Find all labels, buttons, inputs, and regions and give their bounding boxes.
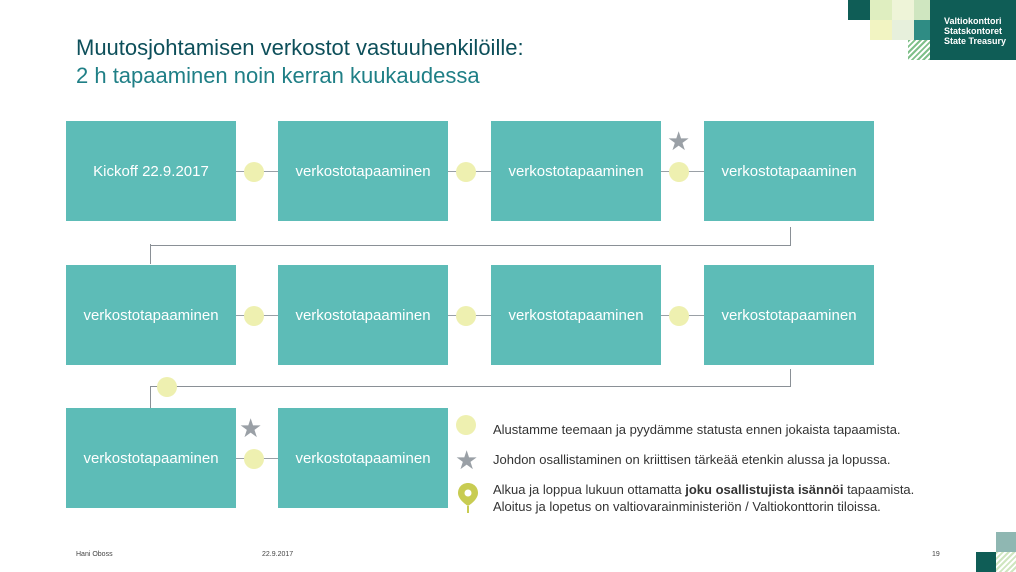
timeline-box: verkostotapaaminen xyxy=(491,121,661,221)
timeline-box: verkostotapaaminen xyxy=(704,121,874,221)
row-connector xyxy=(150,244,151,264)
connector-dot xyxy=(669,306,689,326)
deco-square xyxy=(976,552,996,572)
legend-text-3-bold: joku osallistujista isännöi xyxy=(685,482,844,497)
deco-square xyxy=(870,0,892,20)
deco-square xyxy=(914,20,930,40)
timeline-box: verkostotapaaminen xyxy=(66,408,236,508)
brand-logo xyxy=(930,0,1016,60)
connector-dot xyxy=(669,162,689,182)
timeline-box: verkostotapaaminen xyxy=(66,265,236,365)
deco-square xyxy=(870,20,892,40)
connector-dot xyxy=(157,377,177,397)
title-line-1: Muutosjohtamisen verkostot vastuuhenkilöille: xyxy=(76,35,524,60)
connector-dot xyxy=(244,449,264,469)
brand-line-3: State Treasury xyxy=(944,36,1007,46)
timeline-box: verkostotapaaminen xyxy=(491,265,661,365)
page-title xyxy=(76,34,524,90)
legend-text-2: Johdon osallistaminen on kriittisen tärkeää etenkin alussa ja lopussa. xyxy=(493,452,891,467)
legend-text-3-pre: Alkua ja loppua lukuun ottamatta xyxy=(493,482,686,497)
star-icon: ★ xyxy=(667,126,691,156)
brand-line-1: Valtiokonttori xyxy=(944,16,1002,26)
timeline-box: verkostotapaaminen xyxy=(278,121,448,221)
location-pin-icon xyxy=(457,482,479,519)
legend-text-3-line-2: Aloitus ja lopetus on valtiovarainministeriön / Valtiokonttorin tiloissa. xyxy=(493,499,881,514)
timeline-box: verkostotapaaminen xyxy=(704,265,874,365)
deco-square xyxy=(996,552,1016,572)
connector-dot xyxy=(244,306,264,326)
deco-square xyxy=(908,40,930,60)
row-connector xyxy=(150,386,151,408)
row-connector xyxy=(150,227,791,246)
deco-square xyxy=(914,0,930,20)
deco-square xyxy=(848,0,870,20)
title-line-2: 2 h tapaaminen noin kerran kuukaudessa xyxy=(76,63,480,88)
row-connector xyxy=(150,369,791,387)
legend-text-3 xyxy=(493,482,914,498)
timeline-box: verkostotapaaminen xyxy=(278,265,448,365)
brand-line-2: Statskontoret xyxy=(944,26,1003,36)
deco-square xyxy=(892,0,914,20)
timeline-box: Kickoff 22.9.2017 xyxy=(66,121,236,221)
legend-dot-icon xyxy=(456,415,476,435)
deco-square xyxy=(892,20,914,40)
connector-dot xyxy=(456,306,476,326)
connector-dot xyxy=(244,162,264,182)
page-number: 19 xyxy=(932,551,940,558)
legend-star-icon: ★ xyxy=(455,445,479,475)
legend-text-1: Alustamme teemaan ja pyydämme statusta ennen jokaista tapaamista. xyxy=(493,422,901,437)
connector-dot xyxy=(456,162,476,182)
star-icon: ★ xyxy=(239,413,263,443)
deco-square xyxy=(996,532,1016,552)
timeline-box: verkostotapaaminen xyxy=(278,408,448,508)
footer-date: 22.9.2017 xyxy=(262,551,294,558)
legend-text-3-post: tapaamista. xyxy=(843,482,915,497)
footer-author: Hani Oboss xyxy=(76,551,113,558)
